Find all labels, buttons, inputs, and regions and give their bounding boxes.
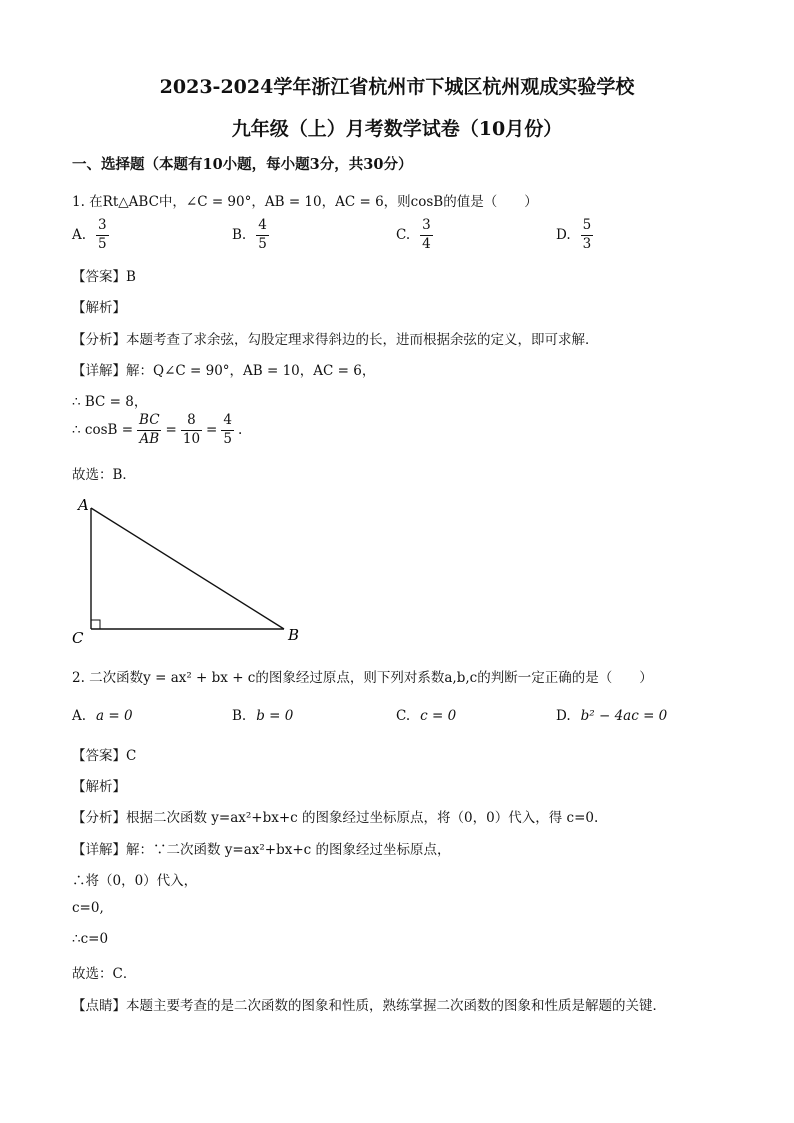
- section-heading: 一、选择题（本题有10小题，每小题3分，共30分）: [72, 156, 413, 173]
- fraction-numerator: 5: [582, 217, 592, 233]
- q1-option-c: [396, 219, 433, 251]
- option-letter: B.: [232, 227, 247, 243]
- option-letter: C.: [396, 708, 411, 724]
- q1-conclusion: 故选：B．: [72, 467, 136, 483]
- q1-option-b: [232, 219, 269, 251]
- option-letter: B.: [232, 708, 247, 724]
- q2-option-a: [72, 708, 133, 724]
- vertex-label-c: C: [72, 629, 84, 647]
- fraction-denominator: 3: [582, 235, 592, 252]
- option-fraction: [420, 219, 433, 251]
- fraction-numerator: 8: [187, 412, 196, 428]
- fraction-denominator: 5: [258, 235, 267, 252]
- fraction-denominator: 10: [182, 430, 201, 447]
- q1-option-d: [556, 219, 593, 251]
- q2-option-c: [396, 708, 456, 724]
- q1-stem: 1. 在Rt△ABC中，∠C = 90°，AB = 10，AC = 6，则cosB的值是（ ）: [72, 194, 538, 210]
- option-letter: D.: [556, 708, 571, 724]
- fraction-denominator: 5: [98, 235, 107, 252]
- option-letter: A.: [72, 227, 87, 243]
- q1-step-2: [72, 414, 242, 446]
- option-letter: C.: [396, 227, 411, 243]
- period: .: [237, 422, 243, 438]
- q2-solution: 【详解】解：∵二次函数 y=ax²+bx+c 的图象经过坐标原点，: [72, 842, 451, 858]
- fraction-numerator: 4: [258, 217, 267, 233]
- step-prefix: ∴ cosB =: [72, 422, 134, 438]
- fraction-denominator: AB: [139, 430, 160, 447]
- fraction-4-5: [221, 414, 234, 446]
- q2-conclusion: 故选：C．: [72, 966, 137, 982]
- option-letter: D.: [556, 227, 571, 243]
- q1-option-a: [72, 219, 109, 251]
- page-title-line2: 九年级（上）月考数学试卷（10月份）: [231, 118, 563, 140]
- vertex-label-b: B: [288, 626, 300, 644]
- right-angle-mark: [91, 620, 100, 629]
- fraction-denominator: 4: [422, 235, 431, 252]
- option-fraction: [96, 219, 109, 251]
- option-expression: b = 0: [256, 708, 294, 724]
- q2-option-d: [556, 708, 667, 724]
- option-letter: A.: [72, 708, 87, 724]
- q1-analysis-label: 【解析】: [72, 300, 126, 316]
- page-title-line1: 2023-2024学年浙江省杭州市下城区杭州观成实验学校: [159, 76, 635, 98]
- q1-step-1: ∴ BC = 8，: [72, 394, 148, 410]
- option-fraction: [256, 219, 269, 251]
- triangle-figure: [60, 490, 320, 650]
- q2-step-3: ∴c=0: [72, 931, 109, 947]
- fraction-numerator: 4: [223, 412, 232, 428]
- q2-remark: 【点睛】本题主要考查的是二次函数的图象和性质，熟练掌握二次函数的图象和性质是解题的关键．: [72, 998, 666, 1014]
- q2-step-1: ∴将（0，0）代入，: [72, 873, 198, 889]
- q1-solution: 【详解】解：Q∠C = 90°，AB = 10，AC = 6，: [72, 363, 376, 379]
- fraction-bc-ab: [137, 414, 162, 446]
- option-fraction: [581, 219, 594, 251]
- fraction-denominator: 5: [223, 430, 232, 447]
- q1-answer: 【答案】B: [72, 269, 136, 285]
- vertex-label-a: A: [78, 496, 89, 514]
- fraction-numerator: BC: [139, 412, 160, 428]
- q2-analysis: 【分析】根据二次函数 y=ax²+bx+c 的图象经过坐标原点，将（0，0）代入，得 c=0.: [72, 810, 599, 826]
- fraction-8-10: [181, 414, 202, 446]
- q2-analysis-label: 【解析】: [72, 779, 126, 795]
- option-expression: b² − 4ac = 0: [580, 708, 668, 724]
- option-expression: a = 0: [96, 708, 133, 724]
- option-expression: c = 0: [420, 708, 457, 724]
- fraction-numerator: 3: [422, 217, 431, 233]
- q2-step-2: c=0,: [72, 900, 104, 916]
- equals-sign: =: [206, 422, 218, 438]
- q2-option-b: [232, 708, 293, 724]
- fraction-numerator: 3: [98, 217, 107, 233]
- side-ab: [91, 508, 284, 629]
- q1-analysis: 【分析】本题考查了求余弦，勾股定理求得斜边的长，进而根据余弦的定义，即可求解．: [72, 332, 599, 348]
- equals-sign: =: [165, 422, 177, 438]
- q2-answer: 【答案】C: [72, 748, 137, 764]
- q2-stem: 2. 二次函数y = ax² + bx + c的图象经过原点，则下列对系数a,b,c的判断一定正确的是（ ）: [72, 670, 653, 686]
